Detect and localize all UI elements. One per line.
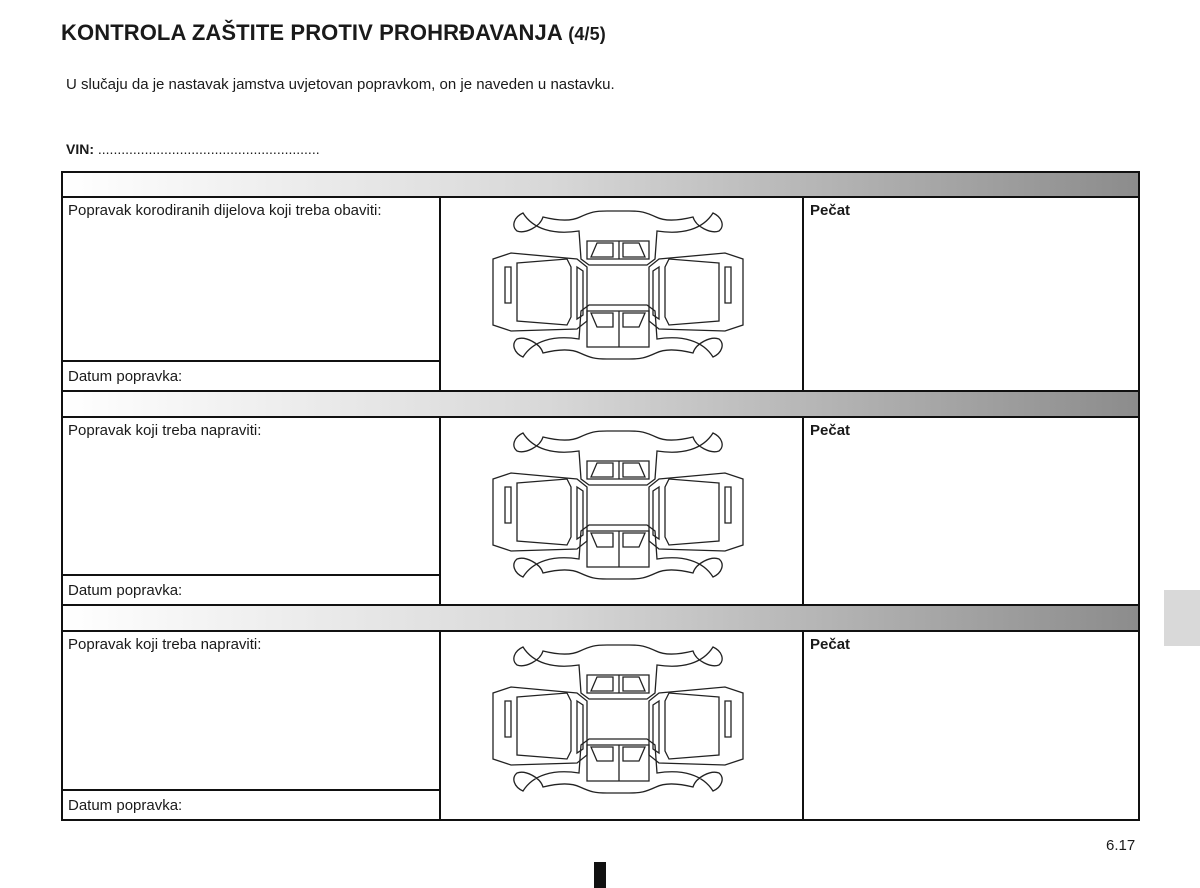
repair-date-label: Datum popravka: [68, 368, 183, 385]
repair-notes-cell[interactable] [63, 632, 441, 819]
repair-date-label: Datum popravka: [68, 582, 183, 599]
repair-date-label: Datum popravka: [68, 797, 183, 814]
vin-label: VIN: [66, 141, 94, 157]
car-body-diagram-icon [487, 641, 749, 797]
car-diagram-cell [441, 632, 804, 819]
page-title-part: (4/5) [568, 24, 606, 44]
car-body-diagram-icon [487, 427, 749, 583]
stamp-cell[interactable] [804, 418, 1138, 604]
repair-date-cell[interactable] [63, 360, 439, 390]
repair-label: Popravak koji treba napraviti: [68, 422, 262, 439]
repair-date-cell[interactable] [63, 574, 439, 604]
chapter-tab [1164, 590, 1200, 646]
section-header-band [63, 390, 1138, 418]
repair-section-2 [63, 418, 1138, 604]
repair-label: Popravak koji treba napraviti: [68, 636, 262, 653]
page-title: KONTROLA ZAŠTITE PROTIV PROHRĐAVANJA (4/5) [61, 20, 606, 45]
section-header-band [63, 173, 1138, 198]
intro-text: U slučaju da je nastavak jamstva uvjetovan popravkom, on je naveden u nastavku. [66, 76, 615, 93]
repair-section-3 [63, 632, 1138, 819]
vin-field[interactable]: ......................................................... [97, 141, 320, 157]
vin-line [66, 141, 320, 157]
repair-table [61, 171, 1140, 821]
car-diagram-cell [441, 418, 804, 604]
repair-notes-cell[interactable] [63, 198, 441, 390]
page-edge-mark [594, 862, 606, 888]
car-diagram-cell [441, 198, 804, 390]
page-number: 6.17 [1106, 837, 1136, 854]
repair-label: Popravak korodiranih dijelova koji treba obaviti: [68, 202, 382, 219]
car-body-diagram-icon [487, 207, 749, 363]
stamp-cell[interactable] [804, 198, 1138, 390]
stamp-cell[interactable] [804, 632, 1138, 819]
stamp-label: Pečat [810, 422, 851, 439]
repair-date-cell[interactable] [63, 789, 439, 819]
stamp-label: Pečat [810, 636, 851, 653]
stamp-label: Pečat [810, 202, 851, 219]
section-header-band [63, 604, 1138, 632]
repair-section-1 [63, 198, 1138, 390]
repair-notes-cell[interactable] [63, 418, 441, 604]
